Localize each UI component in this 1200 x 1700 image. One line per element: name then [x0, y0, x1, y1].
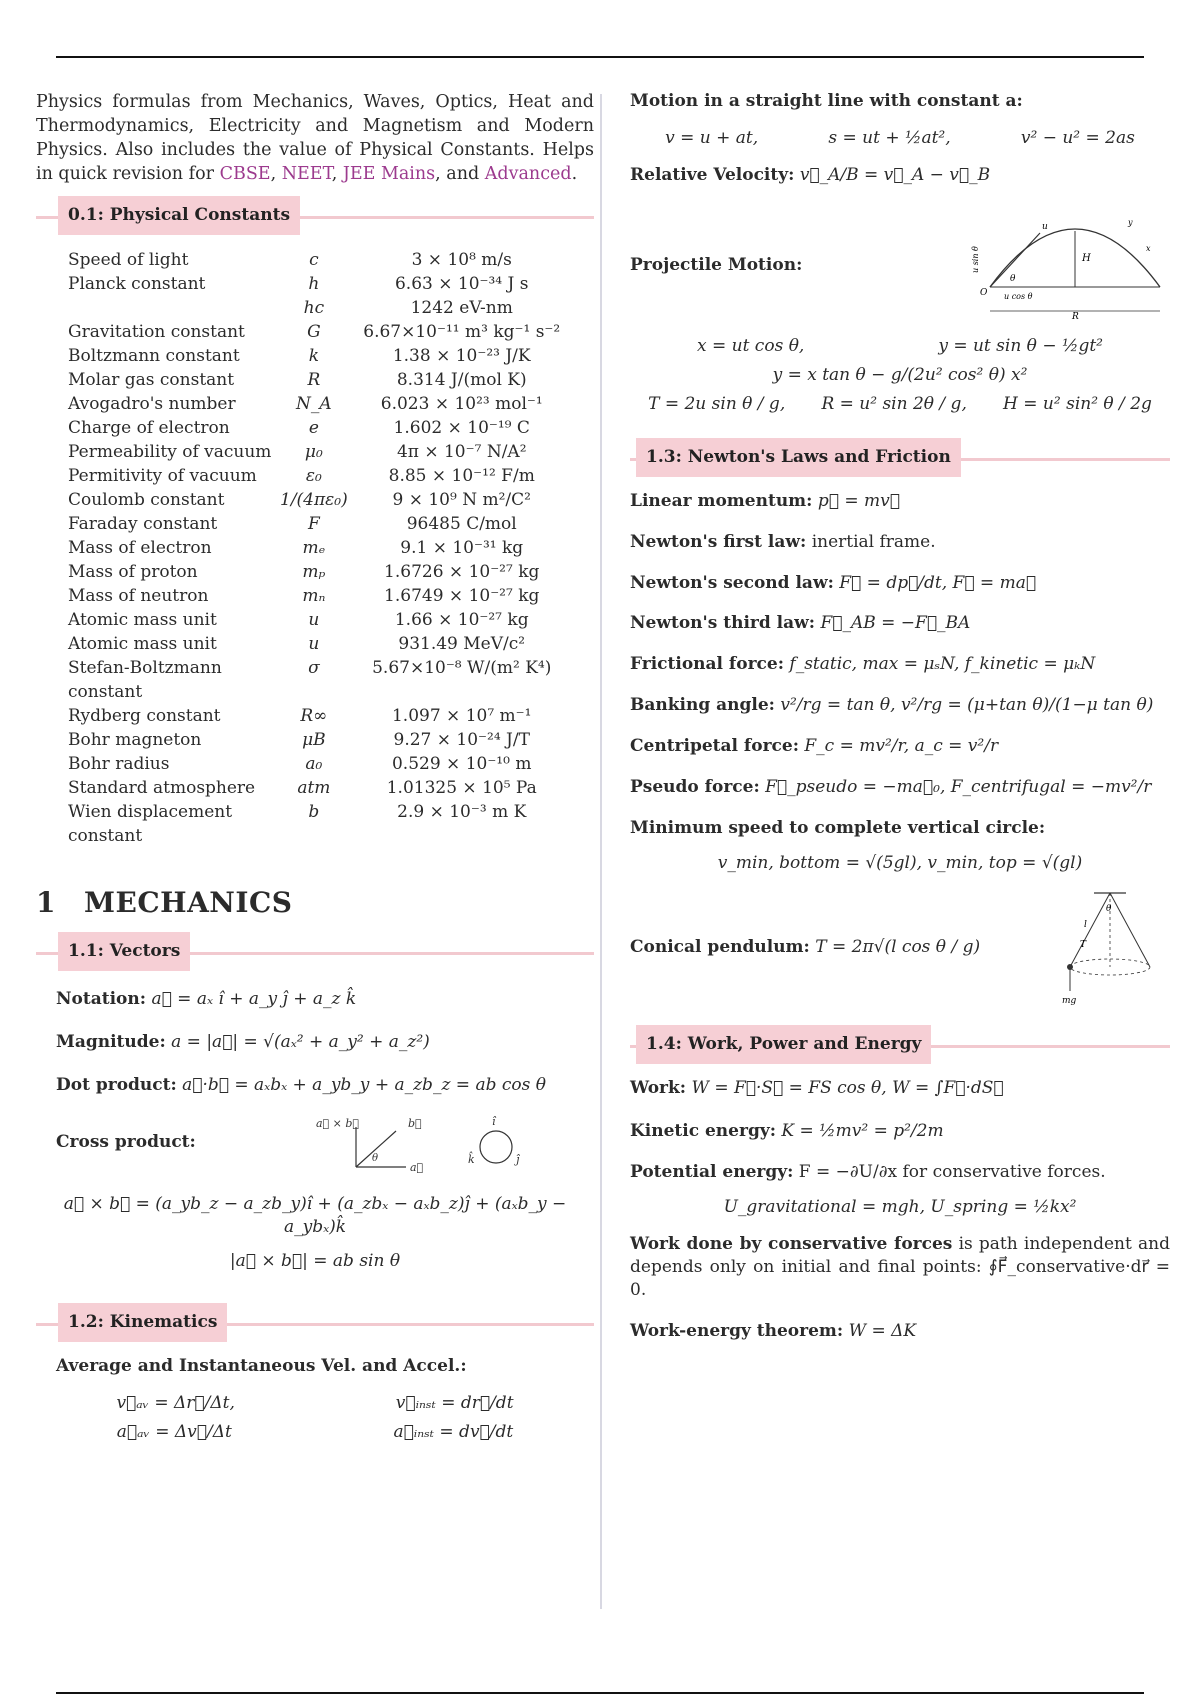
constant-name: Molar gas constant — [68, 370, 235, 390]
constant-row — [64, 248, 572, 272]
cross-product-line: Cross product: a⃗ × b⃗ b⃗ a⃗ θ î ĵ k̂ — [56, 1111, 556, 1175]
constants-table — [64, 248, 572, 848]
link-cbse[interactable]: CBSE — [219, 164, 271, 184]
svg-text:l: l — [1084, 920, 1087, 930]
constant-symbol: R — [307, 370, 321, 390]
section-newton — [630, 438, 1170, 482]
constant-value: 9.27 × 10⁻²⁴ J/T — [393, 730, 530, 750]
constant-name: Boltzmann constant — [68, 346, 240, 366]
constant-symbol: mₙ — [302, 586, 326, 606]
top-rule — [56, 56, 1144, 58]
constant-value: 6.67×10⁻¹¹ m³ kg⁻¹ s⁻² — [363, 322, 561, 342]
constant-row — [64, 800, 572, 848]
intro-paragraph: Physics formulas from Mechanics, Waves, Optics, Heat and Thermodynamics, Electricity and Magnetism and Modern Physics. Also includes the value of Physical Constants. Helps in quick revision for CBSE, NEET, JEE Mains, and Advanced. — [36, 92, 594, 184]
velocity-equations: v⃗ₐᵥ = Δr⃗/Δt, v⃗ᵢₙₛₜ = dr⃗/dt — [116, 1393, 514, 1414]
constant-name: Speed of light — [68, 250, 189, 270]
constant-symbol: F — [307, 514, 320, 534]
constant-row — [64, 272, 572, 296]
constant-row — [64, 536, 572, 560]
constant-row — [64, 656, 572, 704]
pseudo-line: Pseudo force: F⃗_pseudo = −ma⃗₀, F_centrifugal = −mv²/r — [630, 777, 1152, 798]
constant-symbol: b — [308, 802, 320, 822]
constant-symbol: k — [308, 346, 320, 366]
constant-name: Avogadro's number — [68, 394, 236, 414]
constant-name: Charge of electron — [68, 418, 230, 438]
linear-momentum-line: Linear momentum: p⃗ = mv⃗ — [630, 490, 900, 511]
section-title: 1.2: Kinematics — [58, 1303, 227, 1342]
projectile-eq-1: x = ut cos θ, y = ut sin θ − ½gt² — [696, 335, 1103, 356]
constant-row — [64, 752, 572, 776]
constant-row — [64, 608, 572, 632]
constant-value: 9 × 10⁹ N m²/C² — [392, 490, 531, 510]
constant-value: 1.602 × 10⁻¹⁹ C — [393, 418, 530, 438]
svg-text:ĵ: ĵ — [516, 1152, 520, 1166]
svg-text:a⃗ × b⃗: a⃗ × b⃗ — [316, 1116, 360, 1130]
constant-name: Faraday constant — [68, 514, 218, 534]
projectile-eq-3: T = 2u sin θ / g, R = u² sin 2θ / g, H = u² sin² θ / 2g — [648, 393, 1152, 414]
relative-velocity-line: Relative Velocity: v⃗_A/B = v⃗_A − v⃗_B — [630, 164, 991, 185]
constant-name: Gravitation constant — [68, 322, 245, 342]
constant-name: Bohr radius — [68, 754, 170, 774]
constant-name: Mass of electron — [68, 538, 212, 558]
acceleration-equations: a⃗ₐᵥ = Δv⃗/Δt a⃗ᵢₙₛₜ = dv⃗/dt — [116, 1422, 514, 1443]
constant-symbol: c — [309, 250, 319, 270]
constant-value: 6.63 × 10⁻³⁴ J s — [394, 274, 529, 294]
conservative-work-line: Work done by conservative forces is path independent and depends only on initial and final points: ∮F⃗_conservative·dr⃗ = 0. — [630, 1233, 1170, 1300]
constant-name — [64, 296, 276, 320]
constant-value: 1.38 × 10⁻²³ J/K — [392, 346, 531, 366]
svg-text:mg: mg — [1062, 996, 1077, 1006]
newton-first-line: Newton's first law: inertial frame. — [630, 531, 936, 552]
notation-line: Notation: a⃗ = aₓ î + a_y ĵ + a_z k̂ — [56, 988, 357, 1009]
link-jee-mains[interactable]: JEE Mains — [342, 164, 436, 184]
section-title: 0.1: Physical Constants — [58, 196, 300, 235]
constant-row — [64, 512, 572, 536]
svg-text:H: H — [1082, 252, 1091, 264]
link-neet[interactable]: NEET — [281, 164, 332, 184]
constant-value: 9.1 × 10⁻³¹ kg — [400, 538, 524, 558]
constant-name: Standard atmosphere — [68, 778, 256, 798]
constant-symbol: μ₀ — [304, 442, 323, 462]
section-physical-constants — [36, 196, 594, 240]
section-title: 1.4: Work, Power and Energy — [636, 1025, 931, 1064]
motion-equations: v = u + at, s = ut + ½at², v² − u² = 2as — [665, 127, 1135, 148]
dot-product-line: Dot product: a⃗·b⃗ = aₓbₓ + a_yb_y + a_zb_z = ab cos θ — [56, 1074, 546, 1095]
svg-text:R: R — [1072, 311, 1079, 321]
constant-symbol: ε₀ — [305, 466, 322, 486]
constant-value: 1.097 × 10⁷ m⁻¹ — [391, 706, 532, 726]
constant-name: Atomic mass unit — [68, 634, 217, 654]
constant-row — [64, 416, 572, 440]
constant-value: 3 × 10⁸ m/s — [411, 250, 512, 270]
constant-row — [64, 632, 572, 656]
newton-second-line: Newton's second law: F⃗ = dp⃗/dt, F⃗ = ma⃗ — [630, 572, 1037, 593]
constant-symbol: h — [308, 274, 320, 294]
section-work — [630, 1025, 1170, 1069]
constant-symbol: μB — [302, 730, 326, 750]
constant-row — [64, 488, 572, 512]
constant-value: 1.66 × 10⁻²⁷ kg — [394, 610, 529, 630]
svg-text:k̂: k̂ — [468, 1152, 475, 1166]
section-kinematics — [36, 1303, 594, 1347]
constant-value: 8.85 × 10⁻¹² F/m — [388, 466, 535, 486]
potential-energy-line: Potential energy: F = −∂U/∂x for conservative forces. — [630, 1161, 1106, 1182]
centripetal-line: Centripetal force: F_c = mv²/r, a_c = v²/r — [630, 736, 999, 757]
section-title: 1.3: Newton's Laws and Friction — [636, 438, 961, 477]
projectile-eq-2: y = x tan θ − g/(2u² cos² θ) x² — [772, 364, 1028, 385]
constant-name: Coulomb constant — [68, 490, 225, 510]
svg-text:u sin θ: u sin θ — [971, 245, 980, 273]
constant-name: Atomic mass unit — [68, 610, 217, 630]
constant-row — [64, 392, 572, 416]
svg-text:θ: θ — [1106, 904, 1112, 914]
constant-value: 1242 eV-nm — [410, 298, 513, 318]
constant-row — [64, 440, 572, 464]
constant-value: 1.01325 × 10⁵ Pa — [386, 778, 537, 798]
constant-value: 931.49 MeV/c² — [398, 634, 526, 654]
constant-symbol: mₚ — [302, 562, 326, 582]
constant-symbol: e — [308, 418, 319, 438]
constant-symbol: u — [308, 634, 320, 654]
constant-value: 4π × 10⁻⁷ N/A² — [396, 442, 527, 462]
constant-row — [64, 776, 572, 800]
magnitude-line: Magnitude: a = |a⃗| = √(aₓ² + a_y² + a_z²) — [56, 1031, 430, 1052]
constant-row — [64, 464, 572, 488]
banking-line: Banking angle: v²/rg = tan θ, v²/rg = (μ+tan θ)/(1−μ tan θ) — [630, 695, 1154, 716]
svg-text:T: T — [1080, 940, 1087, 950]
section-vectors — [36, 932, 594, 976]
constant-name: Stefan-Boltzmann constant — [68, 658, 222, 702]
constant-row — [64, 320, 572, 344]
avg-inst-label: Average and Instantaneous Vel. and Accel.: — [56, 1356, 467, 1377]
min-speed-equation: v_min, bottom = √(5gl), v_min, top = √(gl) — [717, 853, 1083, 874]
svg-text:y: y — [1128, 217, 1133, 227]
constant-value: 0.529 × 10⁻¹⁰ m — [391, 754, 532, 774]
potential-energy-equation: U_gravitational = mgh, U_spring = ½kx² — [723, 1196, 1077, 1217]
cross-product-magnitude: |a⃗ × b⃗| = ab sin θ — [229, 1251, 401, 1272]
constant-name: Permitivity of vacuum — [68, 466, 257, 486]
constant-row — [64, 344, 572, 368]
constant-row — [64, 728, 572, 752]
constant-name: Bohr magneton — [68, 730, 202, 750]
constant-row — [64, 368, 572, 392]
min-speed-label: Minimum speed to complete vertical circle: — [630, 818, 1046, 839]
constant-symbol: a₀ — [305, 754, 323, 774]
constant-row — [64, 704, 572, 728]
cross-product-equation: a⃗ × b⃗ = (a_yb_z − a_zb_y)î + (a_zbₓ − aₓb_z)ĵ + (aₓb_y − a_ybₓ)k̂ — [63, 1193, 567, 1237]
constant-value: 1.6749 × 10⁻²⁷ kg — [384, 586, 540, 606]
constant-symbol: 1/(4πε₀) — [280, 490, 348, 510]
constant-name: Wien displacement constant — [68, 802, 233, 846]
projectile-line: Projectile Motion: u H R θ u cos θ u sin θ O x y — [630, 211, 1170, 321]
constant-symbol: atm — [297, 778, 331, 798]
link-advanced[interactable]: Advanced — [484, 164, 572, 184]
constant-symbol: u — [308, 610, 320, 630]
svg-text:x: x — [1146, 243, 1151, 253]
conical-pendulum-diagram — [1050, 887, 1170, 1007]
section-title: 1.1: Vectors — [58, 932, 190, 971]
constant-name: Mass of proton — [68, 562, 198, 582]
svg-text:θ: θ — [1010, 273, 1016, 284]
svg-text:î: î — [492, 1114, 496, 1128]
newton-third-line: Newton's third law: F⃗_AB = −F⃗_BA — [630, 613, 971, 634]
cross-product-diagram — [306, 1111, 556, 1175]
constant-value: 5.67×10⁻⁸ W/(m² K⁴) — [372, 658, 552, 678]
constant-symbol: R∞ — [300, 706, 328, 726]
chapter-heading: 1 MECHANICS — [36, 886, 293, 919]
constant-name: Permeability of vacuum — [68, 442, 272, 462]
svg-text:u cos θ: u cos θ — [1004, 291, 1033, 301]
left-column — [36, 90, 594, 1450]
projectile-diagram — [960, 211, 1170, 321]
constant-symbol: N_A — [296, 394, 332, 414]
constant-value: 96485 C/mol — [406, 514, 517, 534]
constant-row — [64, 296, 572, 320]
constant-symbol: mₑ — [302, 538, 326, 558]
constant-name: Planck constant — [68, 274, 206, 294]
constant-row — [64, 560, 572, 584]
svg-text:θ: θ — [372, 1152, 379, 1164]
constant-symbol: σ — [308, 658, 320, 678]
conical-pendulum-line: Conical pendulum: T = 2π√(l cos θ / g) θ l T mg — [630, 887, 1170, 1007]
column-separator — [600, 94, 602, 1609]
constant-value: 8.314 J/(mol K) — [396, 370, 527, 390]
constant-value: 1.6726 × 10⁻²⁷ kg — [384, 562, 540, 582]
constant-name: Mass of neutron — [68, 586, 209, 606]
constant-symbol: hc — [303, 298, 325, 318]
svg-text:a⃗: a⃗ — [410, 1160, 424, 1174]
svg-text:u: u — [1042, 221, 1048, 232]
kinetic-energy-line: Kinetic energy: K = ½mv² = p²/2m — [630, 1120, 944, 1141]
svg-text:b⃗: b⃗ — [408, 1116, 422, 1130]
constant-value: 2.9 × 10⁻³ m K — [397, 802, 527, 822]
friction-line: Frictional force: f_static, max = μₛN, f_kinetic = μₖN — [630, 654, 1096, 675]
right-column — [630, 90, 1170, 1343]
constant-name: Rydberg constant — [68, 706, 221, 726]
constant-symbol: G — [307, 322, 321, 342]
bottom-rule — [56, 1692, 1144, 1694]
svg-text:O: O — [980, 287, 988, 298]
constant-row — [64, 584, 572, 608]
work-line: Work: W = F⃗·S⃗ = FS cos θ, W = ∫F⃗·dS⃗ — [630, 1078, 1004, 1098]
constant-value: 6.023 × 10²³ mol⁻¹ — [380, 394, 543, 414]
motion-constant-a: Motion in a straight line with constant a: — [630, 91, 1023, 111]
work-energy-line: Work-energy theorem: W = ΔK — [630, 1320, 917, 1341]
